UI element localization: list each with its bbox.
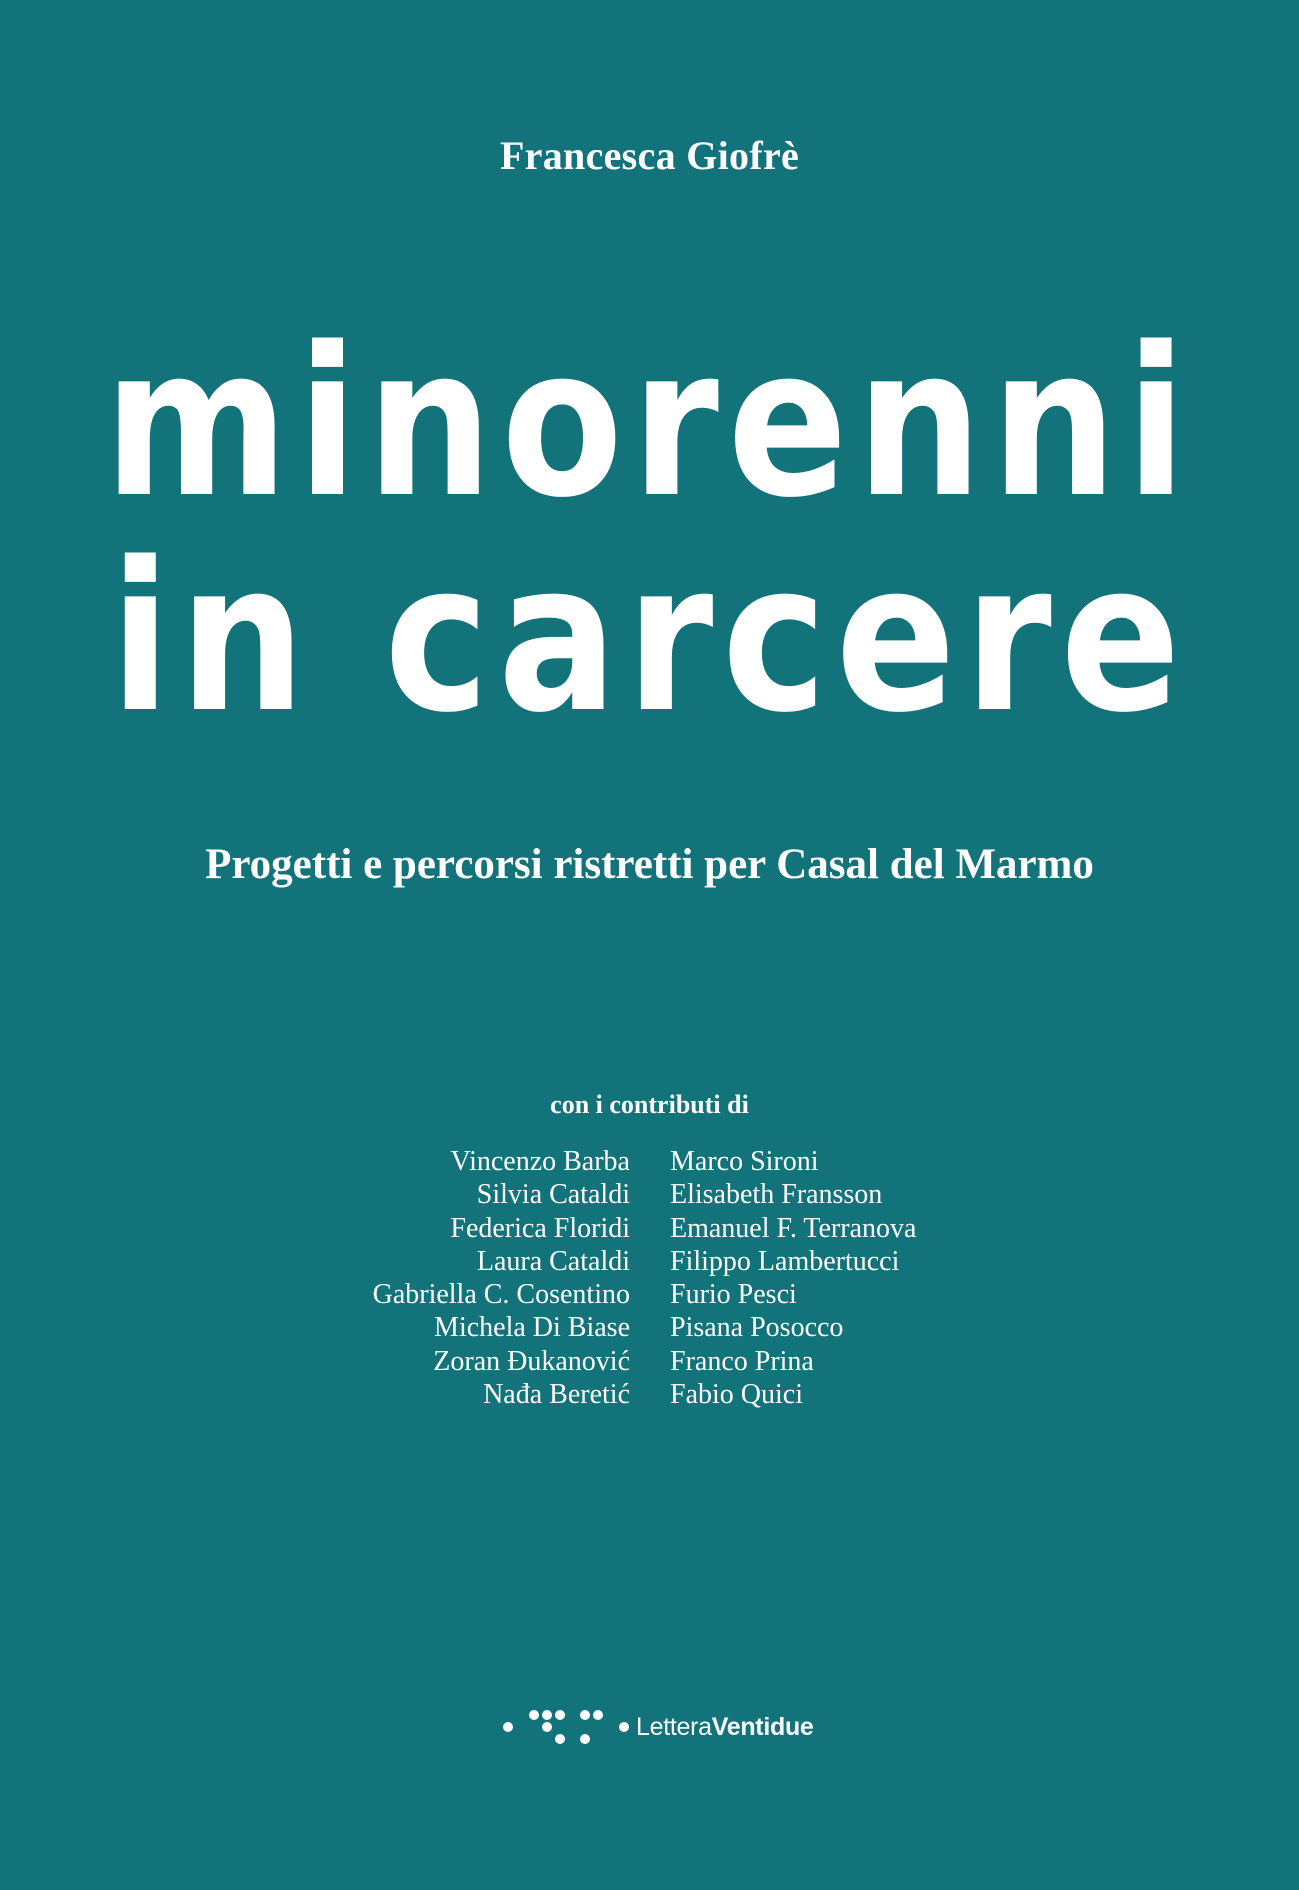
contributor: Filippo Lambertucci [670, 1245, 900, 1277]
contributor: Nađa Beretić [483, 1379, 630, 1411]
contributors-list-left [373, 1145, 630, 1411]
contributor: Federica Floridi [450, 1212, 630, 1244]
title-line-2: in carcere [109, 518, 1190, 758]
dots-logo-icon [500, 1705, 630, 1750]
contributors-list-right [670, 1145, 916, 1411]
contributor: Fabio Quici [670, 1379, 803, 1411]
contributor: Gabriella C. Cosentino [372, 1279, 630, 1311]
contributor: Vincenzo Barba [450, 1146, 630, 1177]
contributor: Emanuel F. Terranova [670, 1212, 917, 1244]
publisher-name-part2: Ventidue [711, 1713, 814, 1741]
contributor: Franco Prina [670, 1345, 814, 1377]
publisher-name [636, 1713, 814, 1742]
contributor: Laura Cataldi [476, 1245, 630, 1277]
subtitle: Progetti e percorsi ristretti per Casal del Marmo [205, 841, 1094, 888]
contributor: Furio Pesci [670, 1279, 797, 1311]
contributor: Elisabeth Fransson [670, 1179, 883, 1211]
contributor: Marco Sironi [670, 1146, 819, 1177]
author-name: Francesca Giofrè [499, 133, 800, 178]
contributor: Michela Di Biase [434, 1312, 630, 1344]
title-line-1: minorenni [103, 303, 1196, 543]
contributor: Pisana Posocco [670, 1312, 844, 1344]
publisher-logo [500, 1705, 814, 1750]
contributor: Zoran Đukanović [433, 1345, 630, 1377]
contributors-heading: con i contributi di [550, 1090, 749, 1119]
publisher-name-part1: Lettera [636, 1713, 712, 1741]
contributor: Silvia Cataldi [476, 1179, 630, 1211]
